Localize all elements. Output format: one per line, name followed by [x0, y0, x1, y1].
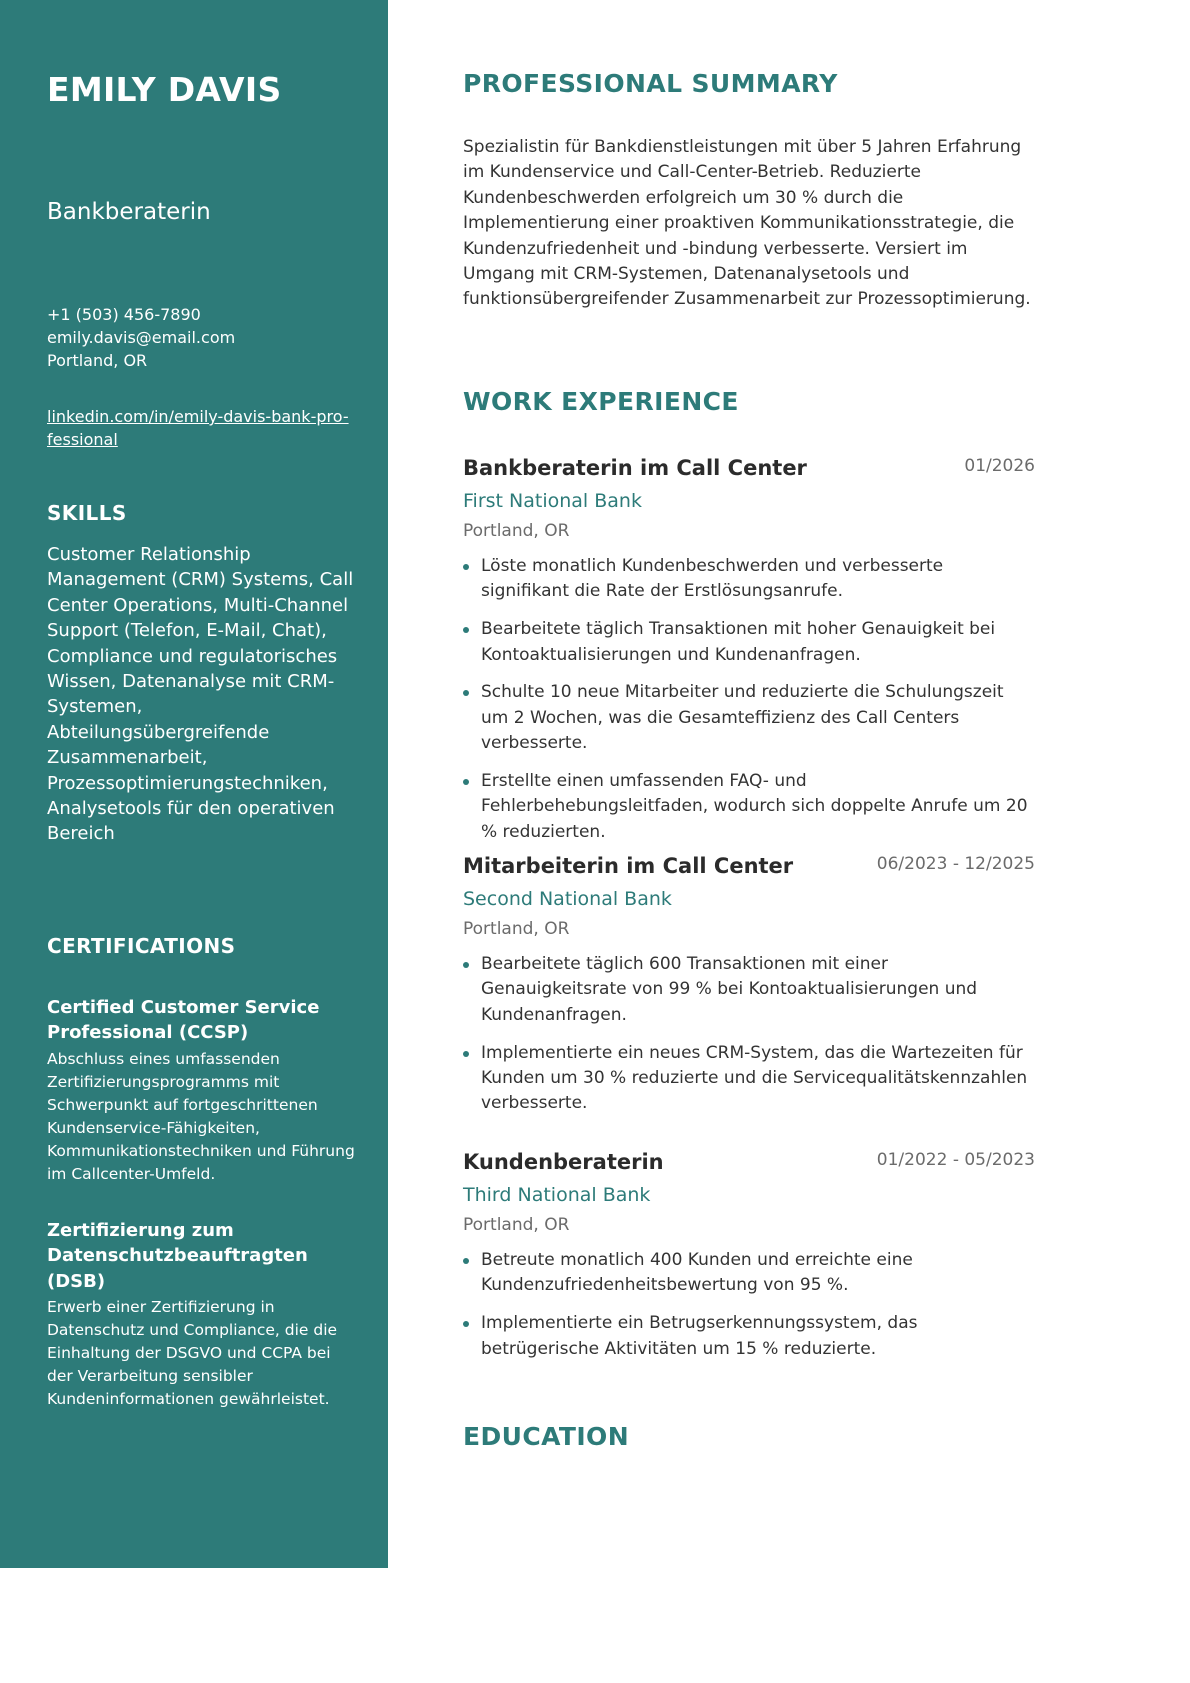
bullet-item: Erstellte einen umfassenden FAQ- und Fehlerbehebungsleitfaden, wodurch sich doppelte Anrufe um 20 % reduzierten.	[463, 769, 1035, 845]
job-location: Portland, OR	[463, 1215, 570, 1235]
bullet-item: Löste monatlich Kundenbeschwerden und verbesserte signifikant die Rate der Erstlösungsanrufe.	[463, 554, 1035, 605]
bullet-item: Implementierte ein neues CRM-System, das die Wartezeiten für Kunden um 30 % reduzierte und die Servicequalitätskennzahlen verbesserte.	[463, 1041, 1035, 1117]
certification-title: Zertifizierung zum Datenschutzbeauftragten (DSB)	[47, 1220, 308, 1292]
contact-location: Portland, OR	[47, 351, 148, 370]
job-entry	[463, 1146, 1035, 1374]
job-bullets	[463, 554, 1035, 845]
company-name: Second National Bank	[463, 888, 672, 910]
bullet-item: Implementierte ein Betrugserkennungssystem, das betrügerische Aktivitäten um 15 % reduzierte.	[463, 1311, 1035, 1362]
job-title: Bankberaterin im Call Center	[463, 456, 807, 480]
job-title: Mitarbeiterin im Call Center	[463, 854, 794, 878]
sidebar	[0, 0, 388, 1568]
linkedin-link-line1[interactable]: linkedin.com/in/emily-davis-bank-pro-	[47, 407, 349, 426]
company-name: First National Bank	[463, 490, 642, 512]
company-name: Third National Bank	[463, 1184, 651, 1206]
linkedin-link[interactable]	[47, 405, 357, 451]
summary-text: Spezialistin für Bankdienstleistungen mit über 5 Jahren Erfahrung im Kundenservice und Call-Center-Betrieb. Reduzierte Kundenbeschwerden erfolgreich um 30 % durch die Implementierung einer proaktiven Kommunikationsstrategie, die Kundenzufriedenheit und -bindung verbesserte. Versiert im Umgang mit CRM-Systemen, Datenanalysetools und funktionsübergreifender Zusammenarbeit zur Prozessoptimierung.	[463, 137, 1031, 310]
job-bullets	[463, 952, 1035, 1117]
summary-heading: PROFESSIONAL SUMMARY	[463, 69, 838, 98]
job-date: 01/2022 - 05/2023	[876, 1150, 1035, 1170]
email-address: emily.davis@email.com	[47, 328, 236, 347]
bullet-item: Betreute monatlich 400 Kunden und erreichte eine Kundenzufriedenheitsbewertung von 95 %.	[463, 1248, 1035, 1299]
certification-title: Certified Customer Service Professional (CCSP)	[47, 997, 320, 1044]
job-bullets	[463, 1248, 1035, 1362]
certification-item	[47, 1218, 357, 1411]
job-location: Portland, OR	[463, 919, 570, 939]
skills-list: Customer Relationship Management (CRM) Systems, Call Center Operations, Multi-Channel Support (Telefon, E-Mail, Chat), Compliance und regulatorisches Wissen, Datenanalyse mit CRM-Systemen, Abteilungsübergreifende Zusammenarbeit, Prozessoptimierungstechniken, Analysetools für den operativen Bereich	[47, 544, 354, 845]
job-title: Kundenberaterin	[463, 1150, 664, 1174]
skills-heading: SKILLS	[47, 501, 127, 525]
job-entry	[463, 452, 1035, 857]
certification-item	[47, 995, 357, 1186]
job-role: Bankberaterin	[47, 199, 211, 225]
job-location: Portland, OR	[463, 521, 570, 541]
certifications-heading: CERTIFICATIONS	[47, 934, 236, 958]
bullet-item: Bearbeitete täglich Transaktionen mit hoher Genauigkeit bei Kontoaktualisierungen und Kundenanfragen.	[463, 617, 1035, 668]
education-heading: EDUCATION	[463, 1422, 630, 1451]
contact-block	[47, 303, 357, 372]
certification-description: Abschluss eines umfassenden Zertifizierungsprogramms mit Schwerpunkt auf fortgeschrittenen Kundenservice-Fähigkeiten, Kommunikationstechniken und Führung im Callcenter-Umfeld.	[47, 1049, 355, 1183]
linkedin-link-line2[interactable]: fessional	[47, 430, 118, 449]
candidate-name: EMILY DAVIS	[47, 70, 282, 109]
phone-number: +1 (503) 456-7890	[47, 305, 201, 324]
work-experience-heading: WORK EXPERIENCE	[463, 387, 739, 416]
certification-description: Erwerb einer Zertifizierung in Datenschutz und Compliance, die die Einhaltung der DSGVO und CCPA bei der Verarbeitung sensibler Kundeninformationen gewährleistet.	[47, 1298, 338, 1409]
bullet-item: Schulte 10 neue Mitarbeiter und reduzierte die Schulungszeit um 2 Wochen, was die Gesamteffizienz des Call Centers verbesserte.	[463, 680, 1035, 756]
job-date: 06/2023 - 12/2025	[876, 854, 1035, 874]
bullet-item: Bearbeitete täglich 600 Transaktionen mit einer Genauigkeitsrate von 99 % bei Kontoaktualisierungen und Kundenanfragen.	[463, 952, 1035, 1028]
job-entry	[463, 850, 1035, 1129]
job-date: 01/2026	[964, 456, 1035, 476]
